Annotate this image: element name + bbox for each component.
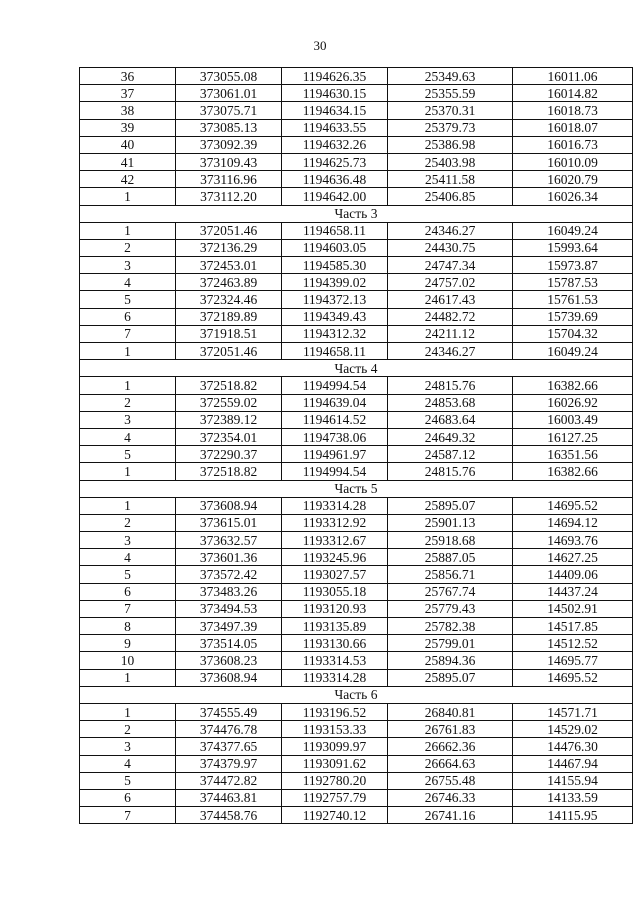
x2-cell: 26741.16: [388, 807, 513, 824]
table-row: [80, 721, 633, 738]
x1-cell: 374377.65: [176, 738, 282, 755]
point-number-cell: 2: [80, 394, 176, 411]
x2-cell: 25767.74: [388, 583, 513, 600]
x2-cell: 25379.73: [388, 119, 513, 136]
point-number-cell: 2: [80, 721, 176, 738]
x2-cell: 24747.34: [388, 257, 513, 274]
y2-cell: 14693.76: [513, 532, 633, 549]
y2-cell: 14409.06: [513, 566, 633, 583]
section-title: Часть 4: [80, 360, 633, 377]
table-row: [80, 618, 633, 635]
x1-cell: 373116.96: [176, 171, 282, 188]
y1-cell: 1194994.54: [282, 377, 388, 394]
x1-cell: 374458.76: [176, 807, 282, 824]
x1-cell: 372559.02: [176, 394, 282, 411]
y2-cell: 16049.24: [513, 222, 633, 239]
y1-cell: 1193130.66: [282, 635, 388, 652]
table-row: [80, 257, 633, 274]
y2-cell: 16014.82: [513, 85, 633, 102]
y1-cell: 1194639.04: [282, 394, 388, 411]
y1-cell: 1194642.00: [282, 188, 388, 205]
y1-cell: 1193314.28: [282, 669, 388, 686]
table-row: [80, 171, 633, 188]
point-number-cell: 9: [80, 635, 176, 652]
y1-cell: 1193312.67: [282, 532, 388, 549]
x2-cell: 25386.98: [388, 136, 513, 153]
y1-cell: 1193245.96: [282, 549, 388, 566]
point-number-cell: 3: [80, 532, 176, 549]
y2-cell: 15739.69: [513, 308, 633, 325]
x1-cell: 373497.39: [176, 618, 282, 635]
y2-cell: 15704.32: [513, 325, 633, 342]
point-number-cell: 5: [80, 446, 176, 463]
y2-cell: 16127.25: [513, 428, 633, 445]
point-number-cell: 6: [80, 308, 176, 325]
x1-cell: 372389.12: [176, 411, 282, 428]
y1-cell: 1193196.52: [282, 703, 388, 720]
x2-cell: 25782.38: [388, 618, 513, 635]
y2-cell: 14155.94: [513, 772, 633, 789]
table-row: [80, 377, 633, 394]
y2-cell: 16351.56: [513, 446, 633, 463]
y1-cell: 1194614.52: [282, 411, 388, 428]
x2-cell: 24346.27: [388, 343, 513, 360]
point-number-cell: 6: [80, 583, 176, 600]
x2-cell: 24815.76: [388, 377, 513, 394]
point-number-cell: 5: [80, 772, 176, 789]
coordinates-table: [79, 67, 633, 824]
x2-cell: 24211.12: [388, 325, 513, 342]
x2-cell: 25799.01: [388, 635, 513, 652]
x1-cell: 372453.01: [176, 257, 282, 274]
point-number-cell: 8: [80, 618, 176, 635]
x1-cell: 373601.36: [176, 549, 282, 566]
y2-cell: 16016.73: [513, 136, 633, 153]
point-number-cell: 41: [80, 153, 176, 170]
y1-cell: 1194626.35: [282, 68, 388, 85]
y1-cell: 1194399.02: [282, 274, 388, 291]
point-number-cell: 37: [80, 85, 176, 102]
y1-cell: 1194603.05: [282, 239, 388, 256]
x2-cell: 25901.13: [388, 514, 513, 531]
table-row: [80, 239, 633, 256]
point-number-cell: 39: [80, 119, 176, 136]
y1-cell: 1193314.53: [282, 652, 388, 669]
y1-cell: 1192780.20: [282, 772, 388, 789]
x2-cell: 24346.27: [388, 222, 513, 239]
y2-cell: 15761.53: [513, 291, 633, 308]
table-row: [80, 497, 633, 514]
x2-cell: 24683.64: [388, 411, 513, 428]
y1-cell: 1194634.15: [282, 102, 388, 119]
y2-cell: 16382.66: [513, 377, 633, 394]
x1-cell: 371918.51: [176, 325, 282, 342]
table-row: [80, 669, 633, 686]
table-row: [80, 102, 633, 119]
x2-cell: 24853.68: [388, 394, 513, 411]
x1-cell: 373608.23: [176, 652, 282, 669]
point-number-cell: 36: [80, 68, 176, 85]
table-row: [80, 119, 633, 136]
y1-cell: 1193312.92: [282, 514, 388, 531]
x2-cell: 25411.58: [388, 171, 513, 188]
table-row: [80, 394, 633, 411]
y1-cell: 1194961.97: [282, 446, 388, 463]
x2-cell: 25895.07: [388, 669, 513, 686]
y1-cell: 1194632.26: [282, 136, 388, 153]
y1-cell: 1193314.28: [282, 497, 388, 514]
y2-cell: 14115.95: [513, 807, 633, 824]
x1-cell: 372051.46: [176, 343, 282, 360]
table-row: [80, 291, 633, 308]
table-row: [80, 600, 633, 617]
y1-cell: 1193099.97: [282, 738, 388, 755]
y1-cell: 1194658.11: [282, 343, 388, 360]
section-title: Часть 5: [80, 480, 633, 497]
x2-cell: 25918.68: [388, 532, 513, 549]
table-row: [80, 807, 633, 824]
point-number-cell: 1: [80, 377, 176, 394]
y2-cell: 14437.24: [513, 583, 633, 600]
x2-cell: 26840.81: [388, 703, 513, 720]
table-row: [80, 789, 633, 806]
table-row: [80, 463, 633, 480]
y1-cell: 1194994.54: [282, 463, 388, 480]
table-row: [80, 652, 633, 669]
y2-cell: 15973.87: [513, 257, 633, 274]
x2-cell: 24587.12: [388, 446, 513, 463]
point-number-cell: 7: [80, 807, 176, 824]
x1-cell: 373608.94: [176, 669, 282, 686]
x1-cell: 374476.78: [176, 721, 282, 738]
y1-cell: 1194312.32: [282, 325, 388, 342]
point-number-cell: 3: [80, 257, 176, 274]
point-number-cell: 2: [80, 239, 176, 256]
point-number-cell: 42: [80, 171, 176, 188]
y1-cell: 1192757.79: [282, 789, 388, 806]
point-number-cell: 1: [80, 463, 176, 480]
x1-cell: 373085.13: [176, 119, 282, 136]
y1-cell: 1193135.89: [282, 618, 388, 635]
x2-cell: 24430.75: [388, 239, 513, 256]
x2-cell: 26755.48: [388, 772, 513, 789]
y2-cell: 14695.52: [513, 669, 633, 686]
point-number-cell: 38: [80, 102, 176, 119]
y1-cell: 1194636.48: [282, 171, 388, 188]
x1-cell: 373514.05: [176, 635, 282, 652]
point-number-cell: 6: [80, 789, 176, 806]
point-number-cell: 10: [80, 652, 176, 669]
y2-cell: 14476.30: [513, 738, 633, 755]
y1-cell: 1193027.57: [282, 566, 388, 583]
table-row: [80, 549, 633, 566]
x1-cell: 373632.57: [176, 532, 282, 549]
y1-cell: 1193153.33: [282, 721, 388, 738]
y2-cell: 14467.94: [513, 755, 633, 772]
table-row: [80, 532, 633, 549]
point-number-cell: 1: [80, 669, 176, 686]
y2-cell: 16018.07: [513, 119, 633, 136]
x2-cell: 25349.63: [388, 68, 513, 85]
section-title: Часть 6: [80, 686, 633, 703]
x1-cell: 372324.46: [176, 291, 282, 308]
section-header-row: [80, 360, 633, 377]
x1-cell: 373109.43: [176, 153, 282, 170]
x1-cell: 373055.08: [176, 68, 282, 85]
y2-cell: 16011.06: [513, 68, 633, 85]
x1-cell: 373092.39: [176, 136, 282, 153]
y2-cell: 14529.02: [513, 721, 633, 738]
point-number-cell: 5: [80, 291, 176, 308]
point-number-cell: 4: [80, 549, 176, 566]
point-number-cell: 5: [80, 566, 176, 583]
x2-cell: 24815.76: [388, 463, 513, 480]
point-number-cell: 1: [80, 703, 176, 720]
y1-cell: 1192740.12: [282, 807, 388, 824]
table-row: [80, 703, 633, 720]
x1-cell: 373494.53: [176, 600, 282, 617]
x2-cell: 26746.33: [388, 789, 513, 806]
x2-cell: 25355.59: [388, 85, 513, 102]
table-row: [80, 738, 633, 755]
y1-cell: 1194738.06: [282, 428, 388, 445]
y1-cell: 1194630.15: [282, 85, 388, 102]
y1-cell: 1193091.62: [282, 755, 388, 772]
table-row: [80, 411, 633, 428]
point-number-cell: 7: [80, 325, 176, 342]
page-number: 30: [313, 38, 327, 53]
y2-cell: 16026.92: [513, 394, 633, 411]
y2-cell: 14502.91: [513, 600, 633, 617]
table-row: [80, 446, 633, 463]
table-row: [80, 222, 633, 239]
point-number-cell: 7: [80, 600, 176, 617]
x2-cell: 25895.07: [388, 497, 513, 514]
point-number-cell: 3: [80, 738, 176, 755]
section-header-row: [80, 686, 633, 703]
y2-cell: 14512.52: [513, 635, 633, 652]
table-row: [80, 136, 633, 153]
x1-cell: 373075.71: [176, 102, 282, 119]
y2-cell: 14133.59: [513, 789, 633, 806]
y2-cell: 16020.79: [513, 171, 633, 188]
x1-cell: 373572.42: [176, 566, 282, 583]
y2-cell: 14695.77: [513, 652, 633, 669]
table-row: [80, 325, 633, 342]
table-row: [80, 274, 633, 291]
table-row: [80, 153, 633, 170]
x1-cell: 374472.82: [176, 772, 282, 789]
y2-cell: 14695.52: [513, 497, 633, 514]
y1-cell: 1194658.11: [282, 222, 388, 239]
x2-cell: 25406.85: [388, 188, 513, 205]
x2-cell: 25887.05: [388, 549, 513, 566]
table-row: [80, 308, 633, 325]
point-number-cell: 2: [80, 514, 176, 531]
y2-cell: 14694.12: [513, 514, 633, 531]
y2-cell: 16382.66: [513, 463, 633, 480]
section-header-row: [80, 480, 633, 497]
table-row: [80, 85, 633, 102]
table-row: [80, 772, 633, 789]
x1-cell: 372136.29: [176, 239, 282, 256]
point-number-cell: 1: [80, 188, 176, 205]
y2-cell: 14627.25: [513, 549, 633, 566]
table-row: [80, 566, 633, 583]
x1-cell: 374463.81: [176, 789, 282, 806]
y2-cell: 15993.64: [513, 239, 633, 256]
x2-cell: 24482.72: [388, 308, 513, 325]
y1-cell: 1193120.93: [282, 600, 388, 617]
y1-cell: 1194349.43: [282, 308, 388, 325]
x2-cell: 26664.63: [388, 755, 513, 772]
coordinates-table-body: [80, 68, 633, 824]
x2-cell: 26662.36: [388, 738, 513, 755]
section-title: Часть 3: [80, 205, 633, 222]
x1-cell: 374555.49: [176, 703, 282, 720]
x1-cell: 372463.89: [176, 274, 282, 291]
x2-cell: 25856.71: [388, 566, 513, 583]
x1-cell: 373608.94: [176, 497, 282, 514]
y1-cell: 1194625.73: [282, 153, 388, 170]
x1-cell: 374379.97: [176, 755, 282, 772]
point-number-cell: 1: [80, 222, 176, 239]
y1-cell: 1194585.30: [282, 257, 388, 274]
table-row: [80, 343, 633, 360]
x1-cell: 373112.20: [176, 188, 282, 205]
point-number-cell: 40: [80, 136, 176, 153]
x1-cell: 372290.37: [176, 446, 282, 463]
point-number-cell: 1: [80, 343, 176, 360]
x1-cell: 372518.82: [176, 377, 282, 394]
table-row: [80, 635, 633, 652]
y1-cell: 1194372.13: [282, 291, 388, 308]
point-number-cell: 4: [80, 755, 176, 772]
y2-cell: 14571.71: [513, 703, 633, 720]
y2-cell: 16003.49: [513, 411, 633, 428]
x2-cell: 24757.02: [388, 274, 513, 291]
x2-cell: 24649.32: [388, 428, 513, 445]
y2-cell: 16049.24: [513, 343, 633, 360]
x1-cell: 373061.01: [176, 85, 282, 102]
y1-cell: 1194633.55: [282, 119, 388, 136]
x2-cell: 26761.83: [388, 721, 513, 738]
y2-cell: 14517.85: [513, 618, 633, 635]
table-row: [80, 514, 633, 531]
x2-cell: 24617.43: [388, 291, 513, 308]
point-number-cell: 3: [80, 411, 176, 428]
x2-cell: 25894.36: [388, 652, 513, 669]
y2-cell: 15787.53: [513, 274, 633, 291]
point-number-cell: 4: [80, 428, 176, 445]
y2-cell: 16018.73: [513, 102, 633, 119]
y2-cell: 16010.09: [513, 153, 633, 170]
x1-cell: 372051.46: [176, 222, 282, 239]
point-number-cell: 1: [80, 497, 176, 514]
table-row: [80, 188, 633, 205]
x1-cell: 372189.89: [176, 308, 282, 325]
section-header-row: [80, 205, 633, 222]
table-row: [80, 68, 633, 85]
x2-cell: 25370.31: [388, 102, 513, 119]
x2-cell: 25779.43: [388, 600, 513, 617]
y1-cell: 1193055.18: [282, 583, 388, 600]
table-row: [80, 755, 633, 772]
y2-cell: 16026.34: [513, 188, 633, 205]
point-number-cell: 4: [80, 274, 176, 291]
table-row: [80, 428, 633, 445]
table-row: [80, 583, 633, 600]
x1-cell: 373483.26: [176, 583, 282, 600]
x1-cell: 372518.82: [176, 463, 282, 480]
x1-cell: 372354.01: [176, 428, 282, 445]
x1-cell: 373615.01: [176, 514, 282, 531]
x2-cell: 25403.98: [388, 153, 513, 170]
